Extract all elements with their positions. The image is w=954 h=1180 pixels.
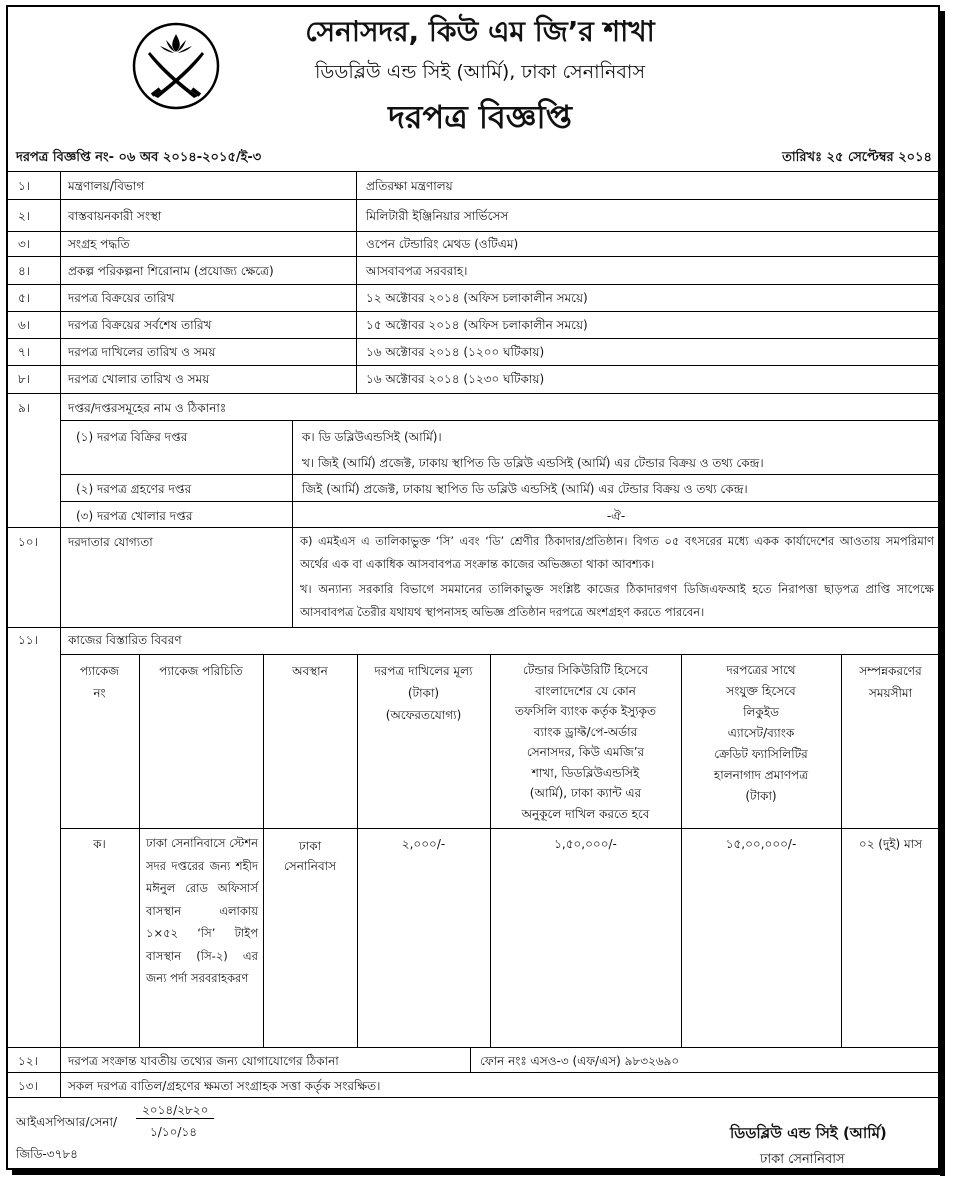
row-9-sub1-a: ক। ডি ডব্লিউএন্ডসিই (আর্মি)। xyxy=(302,430,442,444)
row-13-text: সকল দরপত্র বাতিল/গ্রহণের ক্ষমতা সংগ্রাহক সত্তা কর্তৃক সংরক্ষিত। xyxy=(68,1079,381,1093)
row-12-value: ফোন নংঃ এসও-৩ (এফ/এস) ৯৮৩২৬৯০ xyxy=(480,1054,680,1068)
row-6-value: ১৫ অক্টোবর ২০১৪ (অফিস চলাকালীন সময়ে) xyxy=(366,318,588,332)
office-subtitle: ডিডব্লিউ এন্ড সিই (আর্মি), ঢাকা সেনানিবাস xyxy=(314,61,645,83)
gd-number: জিডি-৩৭৮৪ xyxy=(16,1147,78,1161)
row-7-label: দরপত্র দাখিলের তারিখ ও সময় xyxy=(68,345,216,359)
col-header-package-desc: প্যাকেজ পরিচিতি xyxy=(159,664,243,678)
col-header-location: অবস্থান xyxy=(292,664,328,678)
cell-tender-security: ১,৫০,০০০/- xyxy=(554,837,617,851)
row-5-label: দরপত্র বিক্রয়ের তারিখ xyxy=(68,291,175,305)
row-4-label: প্রকল্প পরিকল্পনা শিরোনাম (প্রযোজ্য ক্ষেত্রে) xyxy=(68,264,274,278)
notice-number: দরপত্র বিজ্ঞপ্তি নং- ০৬ অব ২০১৪-২০১৫/ই-৩ xyxy=(16,150,262,165)
notice-date: তারিখঃ ২৫ সেপ্টেম্বর ২০১৪ xyxy=(782,150,932,165)
row-1-num: ১। xyxy=(18,179,31,193)
row-8-num: ৮। xyxy=(18,372,31,386)
office-title: সেনাসদর, কিউ এম জি’র শাখা xyxy=(305,15,655,48)
row-4-num: ৪। xyxy=(18,264,31,278)
row-10-label: দরদাতার যোগ্যতা xyxy=(68,535,153,549)
row-10-num: ১০। xyxy=(18,535,38,549)
notice-header xyxy=(0,0,954,145)
row-2-value: মিলিটারী ইঞ্জিনিয়ার সার্ভিসেস xyxy=(366,209,509,223)
row-9-sub1-label: (১) দরপত্র বিক্রির দপ্তর xyxy=(76,430,188,444)
row-3-value: ওপেন টেন্ডারিং মেথড (ওটিএম) xyxy=(366,237,519,251)
ispr-divider xyxy=(136,1118,214,1119)
row-1-label: মন্ত্রণালয়/বিভাগ xyxy=(68,179,145,193)
col-header-document-price: দরপত্র দাখিলের মূল্য (টাকা) (অফেরতযোগ্য) xyxy=(374,664,473,722)
row-3-label: সংগ্রহ পদ্ধতি xyxy=(68,237,130,251)
ispr-prefix: আইএসপিআর/সেনা/ xyxy=(16,1115,117,1129)
frame-shadow-right xyxy=(940,11,945,1176)
row-13-num: ১৩। xyxy=(18,1079,38,1093)
signatory-place: ঢাকা সেনানিবাস xyxy=(760,1152,845,1167)
row-9-label: দপ্তর/দপ্তরসমূহের নাম ও ঠিকানাঃ xyxy=(68,401,227,415)
row-12-label: দরপত্র সংক্রান্ত যাবতীয় তথ্যের জন্য যোগাযোগের ঠিকানা xyxy=(68,1054,339,1068)
row-11-label: কাজের বিস্তারিত বিবরণ xyxy=(68,633,182,647)
cell-liquid-asset: ১৫,০০,০০০/- xyxy=(725,837,797,851)
cell-completion-time: ০২ (দুই) মাস xyxy=(858,837,923,851)
cell-location: ঢাকা সেনানিবাস xyxy=(283,839,337,873)
col-header-tender-security: টেন্ডার সিকিউরিটি হিসেবে বাংলাদেশের যে কোন তফসিলি ব্যাংক কর্তৃক ইস্যুকৃত ব্যাংক ড্রাফ্ট/পে-অর্ডার সেনাসদর, কিউ এমজি’র শাখা, ডিডব্লিউএন্ডসিই (আর্মি), ঢাকা ক্যান্ট এর অনুকূলে দাখিল করতে হবে xyxy=(515,663,656,821)
row-7-num: ৭। xyxy=(18,345,31,359)
row-12-num: ১২। xyxy=(18,1054,38,1068)
notice-title: দরপত্র বিজ্ঞপ্তি xyxy=(388,98,572,136)
row-7-value: ১৬ অক্টোবর ২০১৪ (১২০০ ঘটিকায়) xyxy=(366,345,545,359)
row-2-label: বাস্তবায়নকারী সংস্থা xyxy=(68,209,162,223)
ispr-number: ২০১৪/২৮২০ xyxy=(142,1103,209,1117)
col-header-liquid-asset: দরপত্রের সাথে সংযুক্ত হিসেবে লিকুইড এ্যাসেট/ব্যাংক ক্রেডিট ফ্যাসিলিটির হালনাগাদ প্রমাণপত্র (টাকা) xyxy=(713,663,809,803)
row-5-value: ১২ অক্টোবর ২০১৪ (অফিস চলাকালীন সময়ে) xyxy=(366,291,588,305)
signatory-title: ডিডব্লিউ এন্ড সিই (আর্মি) xyxy=(730,1124,887,1142)
row-5-num: ৫। xyxy=(18,291,31,305)
row-10-para-a: ক) এমইএস এ তালিকাভুক্ত ‘সি’ এবং ‘ডি’ শ্রেণীর ঠিকাদার/প্রতিষ্ঠান। বিগত ০৫ বৎসরের মধ্যে একক কার্যাদেশের আওতায় সমপরিমাণ অর্থের এক বা একাধিক আসবাবপত্র সংক্রান্ত কাজের অভিজ্ঞতা থাকা আবশ্যক। xyxy=(300,534,934,571)
row-9-sub3-label: (৩) দরপত্র খোলার দপ্তর xyxy=(76,509,193,523)
col-header-package-no: প্যাকেজ নং xyxy=(79,664,120,700)
row-10-para-b: খ। অন্যান্য সরকারি বিভাগে সমমানের তালিকাভুক্ত সংশ্লিষ্ট কাজের ঠিকাদারগণ ডিজিএফআই হতে নিরাপত্তা ছাড়পত্র প্রাপ্তি সাপেক্ষে আসবাবপত্র তৈরীর যথাযথ স্থাপনাসহ অভিজ্ঞ প্রতিষ্ঠান দরপত্রে অংশগ্রহণ করতে পারবেন। xyxy=(300,582,934,619)
row-9-sub2-value: জিই (আর্মি) প্রজেক্ট, ঢাকায় স্থাপিত ডি ডব্লিউ এন্ডসিই (আর্মি) এর টেন্ডার বিক্রয় ও তথ্য কেন্দ্র। xyxy=(302,482,748,496)
col-header-completion-time: সম্পন্নকরণের সময়সীমা xyxy=(859,664,922,700)
row-8-value: ১৬ অক্টোবর ২০১৪ (১২৩০ ঘটিকায়) xyxy=(366,372,545,386)
row-6-label: দরপত্র বিক্রয়ের সর্বশেষ তারিখ xyxy=(68,318,212,332)
row-9-sub3-value: -ঐ- xyxy=(606,509,626,523)
row-1-value: প্রতিরক্ষা মন্ত্রণালয় xyxy=(366,179,453,193)
row-4-value: আসবাবপত্র সরবরাহ। xyxy=(366,264,468,278)
row-9-sub1-b: খ। জিই (আর্মি) প্রজেক্ট, ঢাকায় স্থাপিত ডি ডব্লিউ এন্ডসিই (আর্মি) এর টেন্ডার বিক্রয় ও তথ্য কেন্দ্র। xyxy=(302,456,764,470)
row-3-num: ৩। xyxy=(18,237,31,251)
row-6-num: ৬। xyxy=(18,318,31,332)
row-2-num: ২। xyxy=(18,209,31,223)
row-9-sub2-label: (২) দরপত্র গ্রহণের দপ্তর xyxy=(76,482,192,496)
row-11-num: ১১। xyxy=(18,633,38,647)
cell-document-price: ২,০০০/- xyxy=(401,837,446,851)
cell-package-desc: ঢাকা সেনানিবাসে স্টেশন সদর দপ্তরের জন্য শহীদ মঈনুল রোড অফিসার্স বাসস্থান এলাকায় ১×৫২ ‘সি’ টাইপ বাসস্থান (সি-২) এর জন্য পর্দা সরবরাহকরণ xyxy=(146,836,258,985)
row-8-label: দরপত্র খোলার তারিখ ও সময় xyxy=(68,372,210,386)
row-9-num: ৯। xyxy=(18,401,31,415)
cell-package-no: ক। xyxy=(93,837,106,851)
army-crest-icon xyxy=(132,22,220,110)
ispr-date: ১/১০/১৪ xyxy=(150,1125,198,1139)
